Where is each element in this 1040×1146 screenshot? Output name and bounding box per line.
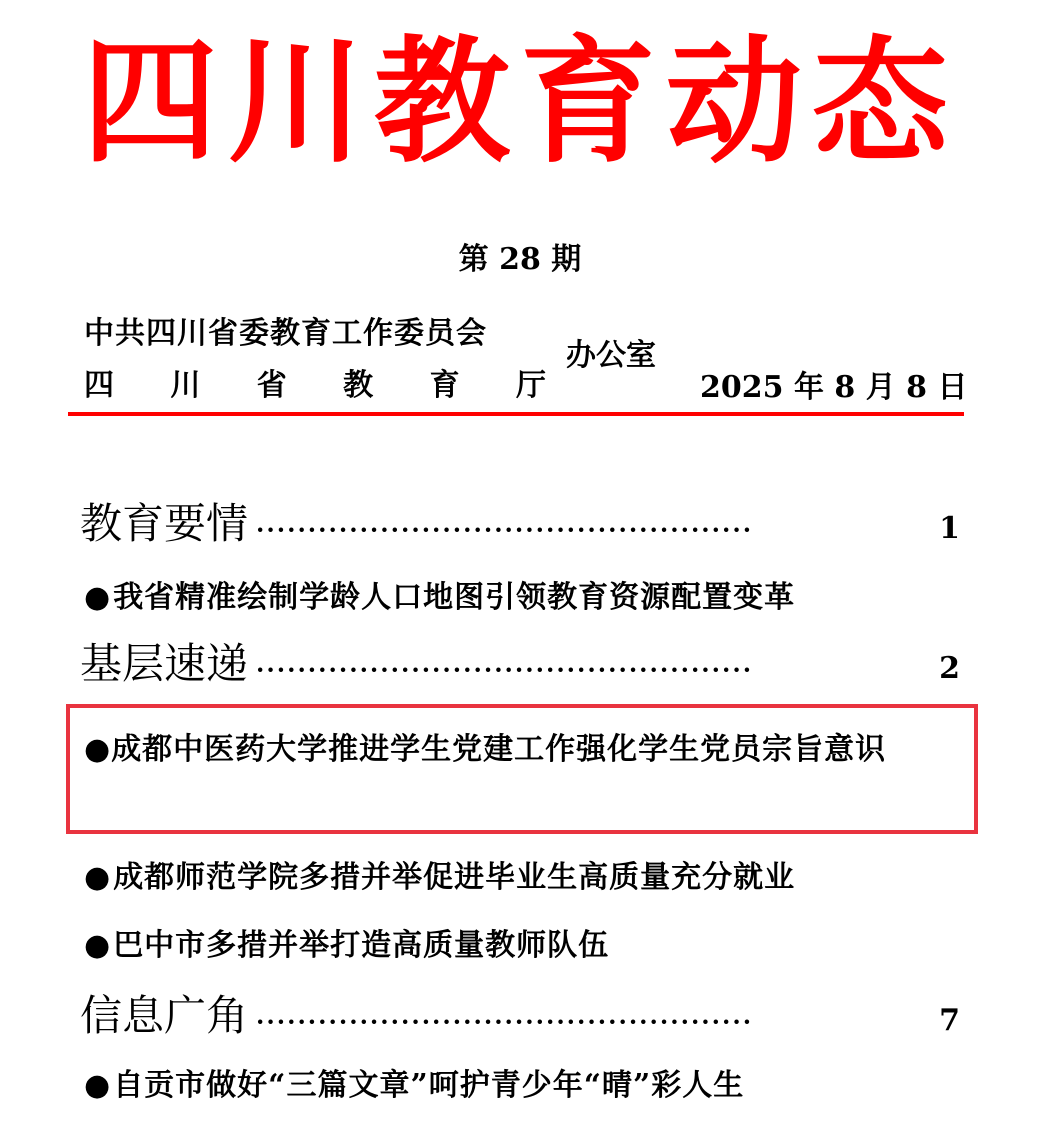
masthead-title: 四川教育动态 <box>82 24 958 182</box>
toc-page-number: 1 <box>939 511 960 546</box>
toc-leader-dots: ················································ <box>256 1007 754 1036</box>
bullet-icon: ● <box>84 1068 112 1103</box>
toc-item-text: 自贡市做好“三篇文章”呵护青少年“晴”彩人生 <box>113 1068 745 1103</box>
toc-section[interactable] <box>80 636 960 698</box>
bullet-icon: ● <box>84 928 112 963</box>
toc-item[interactable] <box>84 578 795 618</box>
toc-item[interactable] <box>84 858 795 898</box>
toc-page-number: 7 <box>939 1003 960 1038</box>
issuer-char: 育 <box>429 368 460 403</box>
toc-section[interactable] <box>80 496 960 558</box>
header-divider <box>68 412 964 416</box>
toc-leader-dots: ················································ <box>256 515 754 544</box>
toc-section-title: 信息广角 <box>80 991 249 1040</box>
bullet-icon: ● <box>84 732 112 767</box>
issuer-char: 四 <box>84 368 114 403</box>
toc-section[interactable] <box>80 988 960 1050</box>
issuer-char: 教 <box>343 368 374 403</box>
issuer-party-committee: 中共四川省委教育工作委员会 <box>84 316 487 351</box>
issuer-char: 省 <box>256 368 287 403</box>
issuer-char: 厅 <box>515 368 546 403</box>
toc-section-title: 教育要情 <box>80 499 249 548</box>
bullet-icon: ● <box>84 580 112 615</box>
toc-item[interactable] <box>84 926 609 966</box>
issuer-char: 川 <box>170 368 201 403</box>
bullet-icon: ● <box>84 860 112 895</box>
toc-item-highlighted[interactable] <box>84 716 960 784</box>
toc-page-number: 2 <box>939 651 960 686</box>
issuer-office: 办公室 <box>566 338 656 373</box>
toc-item[interactable] <box>84 1066 744 1106</box>
toc-section-title: 基层速递 <box>80 639 249 688</box>
issuer-education-department <box>84 366 546 406</box>
issue-date: 2025 年 8 月 8 日 <box>700 370 968 405</box>
toc-item-text: 成都中医药大学推进学生党建工作强化学生党员宗旨意识 <box>111 732 887 767</box>
toc-item-text: 成都师范学院多措并举促进毕业生高质量充分就业 <box>113 860 796 895</box>
issue-number: 第 28 期 <box>458 242 582 277</box>
toc-item-text: 巴中市多措并举打造高质量教师队伍 <box>113 928 610 963</box>
toc-leader-dots: ················································ <box>256 655 754 684</box>
toc-item-text: 我省精准绘制学龄人口地图引领教育资源配置变革 <box>113 580 796 615</box>
